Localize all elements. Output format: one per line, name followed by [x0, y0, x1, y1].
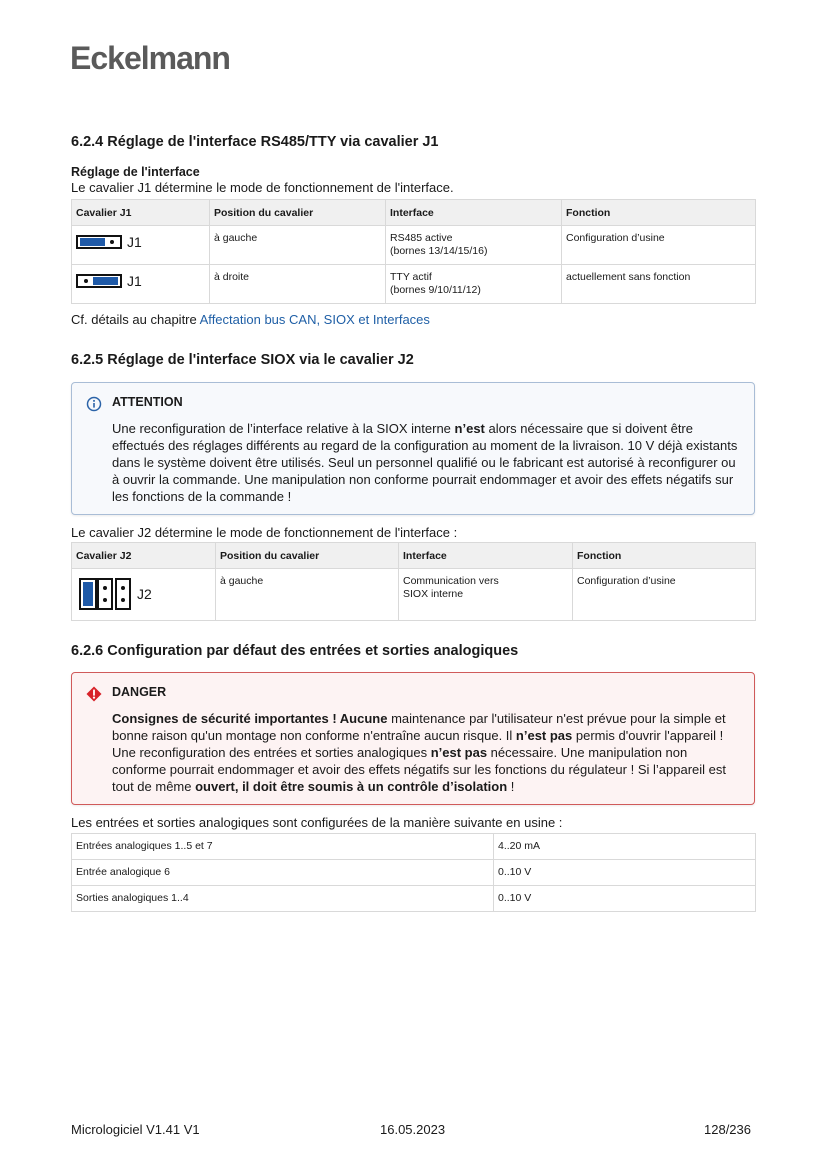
col-header: Fonction — [562, 200, 756, 226]
jumper-j1-left-figure — [76, 235, 142, 249]
table-header-row — [72, 543, 756, 569]
section-title-6-2-6: 6.2.6 Configuration par défaut des entrées et sorties analogiques — [71, 643, 519, 659]
jumper-j1-right-icon — [76, 274, 122, 288]
table-cell: Entrée analogique 6 — [72, 860, 494, 886]
table-row — [72, 265, 756, 304]
table-cell: à gauche — [216, 569, 399, 621]
danger-title: DANGER — [112, 685, 167, 699]
table-cell: RS485 active (bornes 13/14/15/16) — [386, 226, 562, 265]
j1-table — [71, 199, 756, 304]
jumper-j1-right-figure — [76, 274, 142, 288]
table-cell: à gauche — [210, 226, 386, 265]
footer-page-number: 128/236 — [704, 1122, 751, 1137]
table-cell: 0..10 V — [494, 860, 756, 886]
jumper-j1-left-icon — [76, 235, 122, 249]
attention-title: ATTENTION — [112, 395, 183, 409]
col-header: Position du cavalier — [210, 200, 386, 226]
jumper-label: J1 — [127, 272, 142, 289]
jumper-j2-figure — [76, 578, 152, 610]
table-cell: Entrées analogiques 1..5 et 7 — [72, 834, 494, 860]
jumper-j2-icon — [76, 578, 132, 610]
table-cell: TTY actif (bornes 9/10/11/12) — [386, 265, 562, 304]
jumper-label: J2 — [137, 585, 152, 602]
subtitle-interface-setting: Réglage de l'interface — [71, 165, 200, 179]
table-cell: 4..20 mA — [494, 834, 756, 860]
table-cell: Communication vers SIOX interne — [399, 569, 573, 621]
jumper-cell — [72, 226, 210, 265]
danger-text: Consignes de sécurité importantes ! Aucune maintenance par l'utilisateur n'est prévue pour la simple et bonne raison qu'un montage non conforme n'entraîne aucun risque. Il n’est pas permis d'ouvrir l'appareil ! Une reconfiguration des entrées et sorties analogiques n’est pas nécessaire. Une manipulation non conforme pourrait endommager et avoir des effets négatifs sur les fonctions du régulateur ! Si l’appareil est tout de même ouvert, il doit être soumis à un contrôle d’isolation ! — [112, 711, 726, 794]
danger-box — [71, 672, 755, 805]
table-cell: Configuration d’usine — [573, 569, 756, 621]
j2-intro: Le cavalier J2 détermine le mode de fonctionnement de l'interface : — [71, 525, 458, 540]
jumper-cell — [72, 265, 210, 304]
jumper-label: J1 — [127, 233, 142, 250]
table-row — [72, 569, 756, 621]
attention-text: Une reconfiguration de l’interface relative à la SIOX interne n’est alors nécessaire que si doivent être effectués des réglages différents au regard de la configuration au moment de la livraison. 10 V déjà existants dans le système doivent être utilisés. Seul un personnel qualifié ou le fabricant est autorisé à reconfigurer ou à ouvrir la commande. Une manipulation non conforme pourrait endommager et avoir des effets négatifs sur les fonctions de la commande ! — [112, 421, 738, 504]
table-cell: actuellement sans fonction — [562, 265, 756, 304]
table-cell: Configuration d’usine — [562, 226, 756, 265]
j1-intro: Le cavalier J1 détermine le mode de fonctionnement de l'interface. — [71, 180, 454, 195]
table-row — [72, 226, 756, 265]
analog-table — [71, 833, 756, 912]
table-cell: Sorties analogiques 1..4 — [72, 886, 494, 912]
jumper-cell — [72, 569, 216, 621]
table-row — [72, 834, 756, 860]
info-icon — [86, 396, 102, 412]
eckelmann-logo: Eckelmann — [70, 40, 230, 76]
col-header: Interface — [399, 543, 573, 569]
j2-table — [71, 542, 756, 621]
table-cell: à droite — [210, 265, 386, 304]
table-header-row — [72, 200, 756, 226]
chapter-reference: Cf. détails au chapitre Affectation bus CAN, SIOX et Interfaces — [71, 312, 430, 327]
analog-intro: Les entrées et sorties analogiques sont configurées de la manière suivante en usine : — [71, 815, 563, 830]
table-row — [72, 860, 756, 886]
col-header: Cavalier J1 — [72, 200, 210, 226]
table-row — [72, 886, 756, 912]
col-header: Fonction — [573, 543, 756, 569]
chapter-link[interactable]: Affectation bus CAN, SIOX et Interfaces — [199, 312, 430, 327]
table-cell: 0..10 V — [494, 886, 756, 912]
footer-date: 16.05.2023 — [380, 1122, 446, 1137]
attention-box — [71, 382, 755, 515]
col-header: Cavalier J2 — [72, 543, 216, 569]
col-header: Position du cavalier — [216, 543, 399, 569]
danger-icon — [86, 686, 102, 702]
col-header: Interface — [386, 200, 562, 226]
section-title-6-2-4: 6.2.4 Réglage de l'interface RS485/TTY via cavalier J1 — [71, 134, 439, 150]
section-title-6-2-5: 6.2.5 Réglage de l'interface SIOX via le cavalier J2 — [71, 352, 414, 368]
footer-version: Micrologiciel V1.41 V1 — [71, 1122, 200, 1137]
